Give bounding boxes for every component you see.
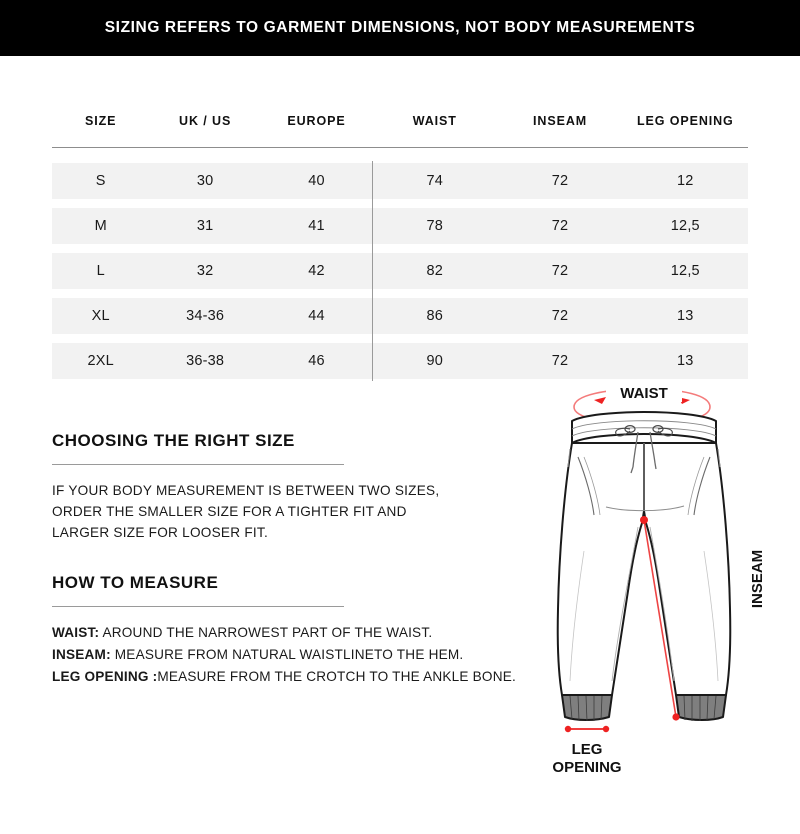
header-banner (0, 0, 800, 56)
table-header-divider (52, 147, 748, 148)
cell-europe: 40 (308, 173, 325, 189)
lower-section (0, 385, 800, 776)
cell-leg-opening: 12,5 (670, 263, 700, 279)
cell-uk-us: 31 (196, 218, 214, 234)
cell-waist: 82 (426, 263, 444, 279)
cell-uk-us: 30 (196, 173, 214, 189)
waist-label: WAIST (620, 385, 668, 402)
section-spacer (52, 543, 552, 573)
cell-waist: 74 (426, 173, 444, 189)
jogger-pants-icon (534, 381, 794, 741)
definition-label-waist: WAIST: (52, 625, 100, 640)
cell-europe: 46 (308, 353, 325, 369)
cell-size: 2XL (87, 353, 114, 369)
leg-opening-label-group (534, 739, 794, 781)
definition-text-inseam: MEASURE FROM NATURAL WAISTLINETO THE HEM. (110, 647, 464, 662)
choosing-size-line: LARGER SIZE FOR LOOSER FIT. (52, 525, 268, 540)
cell-europe: 44 (308, 308, 325, 324)
choosing-size-title: CHOOSING THE RIGHT SIZE (52, 431, 295, 450)
cell-leg-opening: 13 (677, 353, 694, 369)
cell-uk-us: 32 (196, 263, 214, 279)
table-row (52, 253, 748, 289)
banner-title: SIZING REFERS TO GARMENT DIMENSIONS, NOT BODY MEASUREMENTS (104, 19, 696, 36)
cell-waist: 90 (426, 353, 444, 369)
definition-text-waist: AROUND THE NARROWEST PART OF THE WAIST. (99, 625, 433, 640)
leg-opening-label-line1: LEG (571, 741, 603, 758)
size-table (52, 56, 748, 379)
cell-uk-us: 34-36 (186, 308, 225, 324)
choosing-size-line: IF YOUR BODY MEASUREMENT IS BETWEEN TWO SIZES, (52, 483, 440, 498)
cell-waist: 78 (426, 218, 444, 234)
cell-size: S (95, 173, 106, 189)
choosing-size-line: ORDER THE SMALLER SIZE FOR A TIGHTER FIT AND (52, 504, 407, 519)
cell-size: XL (91, 308, 110, 324)
pants-outline (558, 412, 731, 721)
choosing-size-rule (52, 464, 344, 465)
definition-waist (52, 622, 552, 644)
cell-uk-us: 36-38 (186, 353, 225, 369)
column-header-inseam: INSEAM (533, 114, 588, 128)
column-header-size: SIZE (85, 114, 117, 128)
column-header-waist: WAIST (412, 114, 457, 128)
cell-inseam: 72 (551, 173, 569, 189)
table-row (52, 343, 748, 379)
cell-inseam: 72 (551, 353, 569, 369)
cell-size: L (96, 263, 105, 279)
cell-inseam: 72 (551, 308, 569, 324)
how-to-measure-rule (52, 606, 344, 607)
definition-label-inseam: INSEAM: (52, 647, 111, 662)
cell-size: M (94, 218, 107, 234)
definition-label-leg-opening: LEG OPENING : (52, 669, 158, 684)
table-vertical-divider (372, 161, 373, 381)
table-row (52, 298, 748, 334)
pants-measurement-diagram (534, 381, 794, 776)
cell-leg-opening: 13 (677, 308, 694, 324)
cell-europe: 41 (308, 218, 325, 234)
definition-leg-opening (52, 666, 552, 688)
inseam-label: INSEAM (749, 549, 766, 609)
table-header-row (52, 94, 748, 128)
table-row (52, 163, 748, 199)
cell-inseam: 72 (551, 263, 569, 279)
cuff-ribbing-icon (562, 695, 726, 721)
how-to-measure-title: HOW TO MEASURE (52, 573, 219, 592)
column-header-uk-us: UK / US (179, 114, 232, 128)
cell-leg-opening: 12,5 (670, 218, 700, 234)
leg-opening-label-line2: OPENING (552, 759, 622, 776)
cell-waist: 86 (426, 308, 444, 324)
definition-inseam (52, 644, 552, 666)
instructions-column (52, 431, 552, 688)
diagram-column (552, 385, 766, 776)
cell-leg-opening: 12 (677, 173, 694, 189)
table-row (52, 208, 748, 244)
table-body (52, 163, 748, 379)
column-header-leg-opening: LEG OPENING (636, 114, 734, 128)
cell-inseam: 72 (551, 218, 569, 234)
definition-text-leg-opening: MEASURE FROM THE CROTCH TO THE ANKLE BONE. (157, 669, 516, 684)
cell-europe: 42 (308, 263, 325, 279)
column-header-europe: EUROPE (287, 114, 346, 128)
leg-opening-measure-line (565, 726, 609, 732)
